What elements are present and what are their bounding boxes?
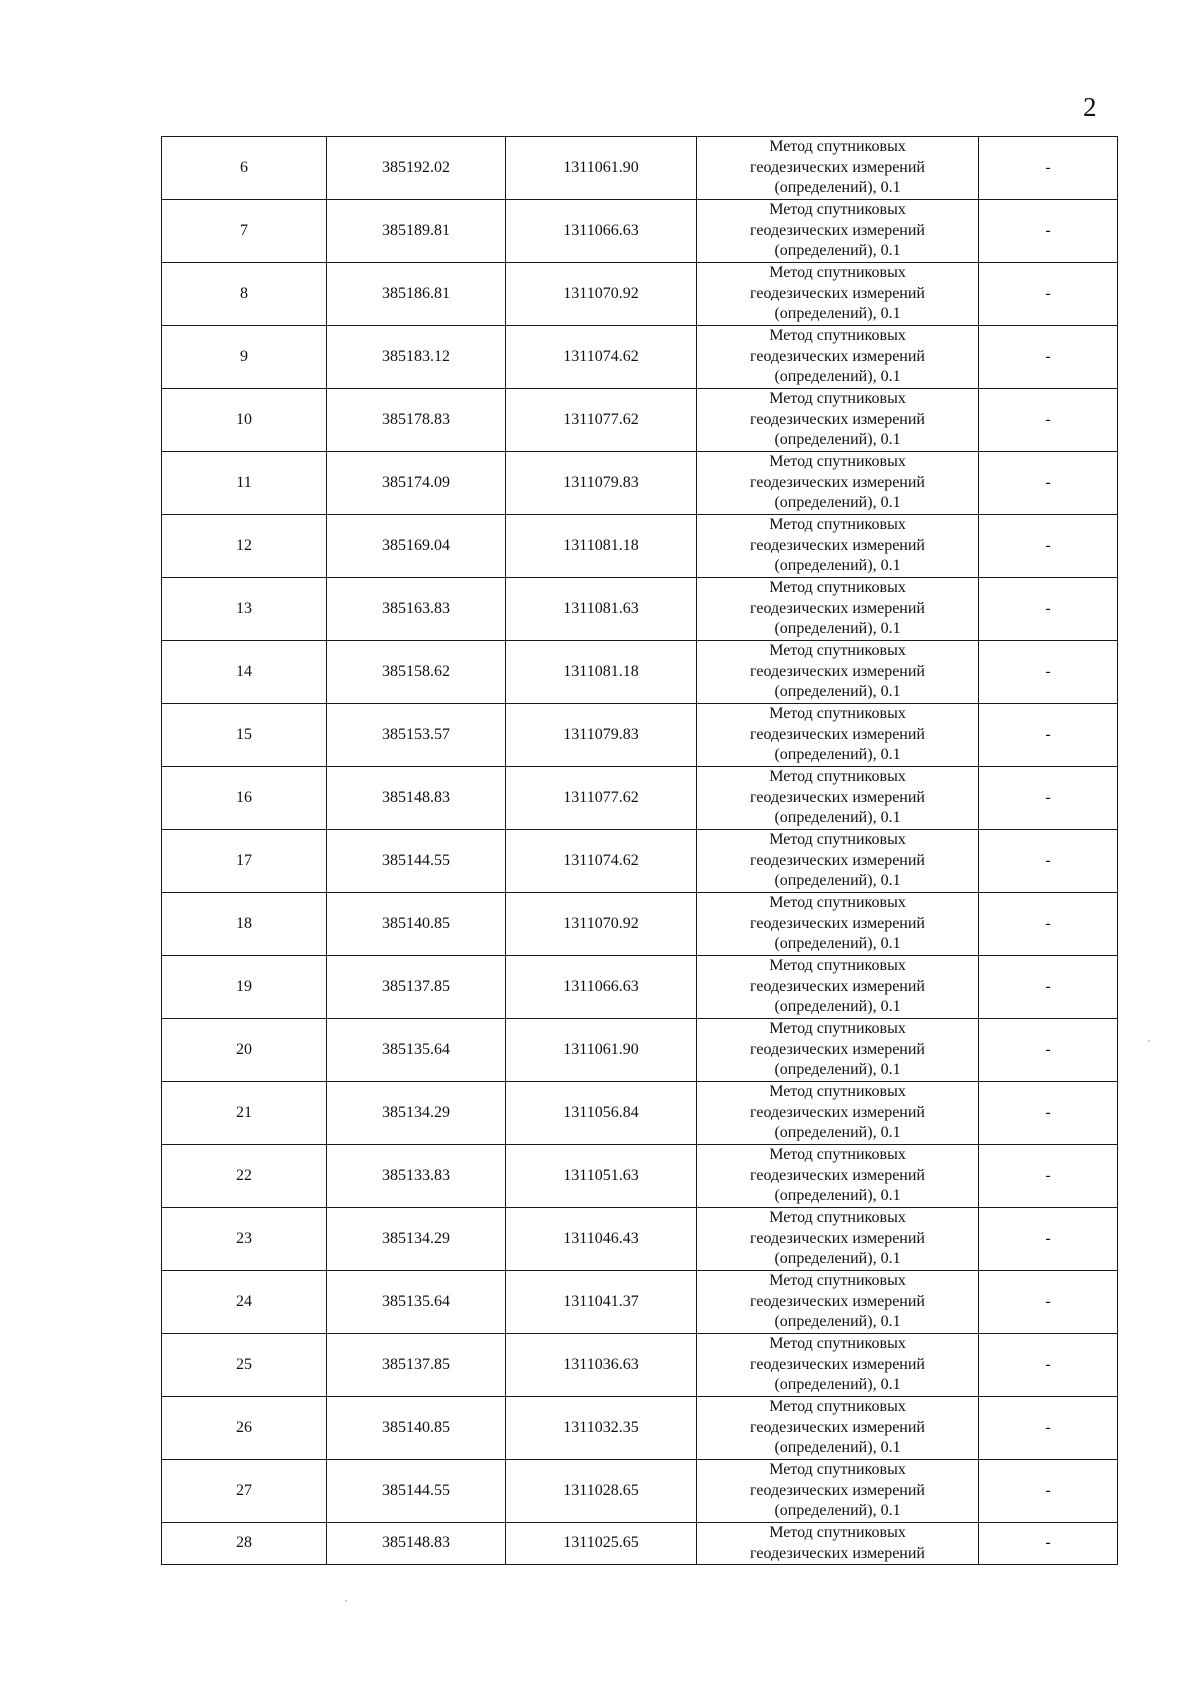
- method-line: геодезических измерений: [750, 1166, 925, 1184]
- method-line: Метод спутниковых: [769, 957, 906, 975]
- table-row: [162, 326, 1118, 389]
- point-number-cell: 13: [162, 578, 327, 641]
- method-line: Метод спутниковых: [769, 894, 906, 912]
- x-coordinate-cell: 385186.81: [327, 263, 506, 326]
- note-cell: -: [979, 137, 1118, 200]
- method-line: (определений), 0.1: [774, 1124, 901, 1142]
- method-cell: [697, 326, 979, 389]
- point-number-cell: 24: [162, 1271, 327, 1334]
- point-number-cell: 16: [162, 767, 327, 830]
- method-line: геодезических измерений: [750, 221, 925, 239]
- point-number-cell: 12: [162, 515, 327, 578]
- point-number-cell: 21: [162, 1082, 327, 1145]
- method-line: геодезических измерений: [750, 1481, 925, 1499]
- table-row: [162, 1145, 1118, 1208]
- method-line: Метод спутниковых: [769, 1461, 906, 1479]
- method-cell: [697, 1271, 979, 1334]
- method-cell: [697, 1208, 979, 1271]
- method-line: геодезических измерений: [750, 914, 925, 932]
- method-line: (определений), 0.1: [774, 1187, 901, 1205]
- x-coordinate-cell: 385133.83: [327, 1145, 506, 1208]
- method-cell: [697, 767, 979, 830]
- y-coordinate-cell: 1311032.35: [506, 1397, 697, 1460]
- y-coordinate-cell: 1311081.18: [506, 641, 697, 704]
- method-cell: [697, 452, 979, 515]
- method-line: Метод спутниковых: [769, 201, 906, 219]
- method-line: геодезических измерений: [750, 1292, 925, 1310]
- method-line: геодезических измерений: [750, 1040, 925, 1058]
- y-coordinate-cell: 1311066.63: [506, 200, 697, 263]
- y-coordinate-cell: 1311079.83: [506, 452, 697, 515]
- method-line: (определений), 0.1: [774, 935, 901, 953]
- table-row: [162, 137, 1118, 200]
- point-number-cell: 26: [162, 1397, 327, 1460]
- x-coordinate-cell: 385158.62: [327, 641, 506, 704]
- method-line: Метод спутниковых: [769, 705, 906, 723]
- note-cell: -: [979, 200, 1118, 263]
- table-row: [162, 200, 1118, 263]
- x-coordinate-cell: 385148.83: [327, 1523, 506, 1565]
- method-cell: [697, 1082, 979, 1145]
- method-line: Метод спутниковых: [769, 516, 906, 534]
- point-number-cell: 25: [162, 1334, 327, 1397]
- method-line: Метод спутниковых: [769, 1083, 906, 1101]
- y-coordinate-cell: 1311074.62: [506, 326, 697, 389]
- x-coordinate-cell: 385144.55: [327, 1460, 506, 1523]
- note-cell: -: [979, 326, 1118, 389]
- x-coordinate-cell: 385137.85: [327, 956, 506, 1019]
- note-cell: -: [979, 1523, 1118, 1565]
- x-coordinate-cell: 385189.81: [327, 200, 506, 263]
- method-line: Метод спутниковых: [769, 831, 906, 849]
- method-line: (определений), 0.1: [774, 305, 901, 323]
- point-number-cell: 22: [162, 1145, 327, 1208]
- method-line: (определений), 0.1: [774, 1439, 901, 1457]
- x-coordinate-cell: 385174.09: [327, 452, 506, 515]
- y-coordinate-cell: 1311077.62: [506, 389, 697, 452]
- method-line: Метод спутниковых: [769, 579, 906, 597]
- x-coordinate-cell: 385192.02: [327, 137, 506, 200]
- scan-speck: [1148, 1040, 1150, 1042]
- note-cell: -: [979, 1082, 1118, 1145]
- method-line: Метод спутниковых: [769, 1335, 906, 1353]
- x-coordinate-cell: 385144.55: [327, 830, 506, 893]
- method-cell: [697, 1019, 979, 1082]
- table-row: [162, 452, 1118, 515]
- point-number-cell: 7: [162, 200, 327, 263]
- x-coordinate-cell: 385140.85: [327, 893, 506, 956]
- x-coordinate-cell: 385183.12: [327, 326, 506, 389]
- table-row: [162, 1208, 1118, 1271]
- method-line: геодезических измерений: [750, 1103, 925, 1121]
- method-cell: [697, 1334, 979, 1397]
- method-cell: [697, 893, 979, 956]
- method-line: (определений), 0.1: [774, 872, 901, 890]
- method-line: геодезических измерений: [750, 410, 925, 428]
- note-cell: -: [979, 893, 1118, 956]
- x-coordinate-cell: 385135.64: [327, 1019, 506, 1082]
- note-cell: -: [979, 1208, 1118, 1271]
- coordinates-table: [161, 136, 1118, 1565]
- y-coordinate-cell: 1311028.65: [506, 1460, 697, 1523]
- point-number-cell: 11: [162, 452, 327, 515]
- coordinates-table-body: [162, 137, 1118, 1565]
- note-cell: -: [979, 830, 1118, 893]
- method-line: Метод спутниковых: [769, 1524, 906, 1541]
- table-row: [162, 1019, 1118, 1082]
- table-row: [162, 1082, 1118, 1145]
- table-row: [162, 1397, 1118, 1460]
- method-line: (определений), 0.1: [774, 1313, 901, 1331]
- table-row: [162, 767, 1118, 830]
- method-line: геодезических измерений: [750, 851, 925, 869]
- x-coordinate-cell: 385178.83: [327, 389, 506, 452]
- method-cell: [697, 641, 979, 704]
- method-line: Метод спутниковых: [769, 453, 906, 471]
- method-line: геодезических измерений: [750, 284, 925, 302]
- note-cell: -: [979, 641, 1118, 704]
- method-cell: [697, 956, 979, 1019]
- method-cell: [697, 137, 979, 200]
- y-coordinate-cell: 1311077.62: [506, 767, 697, 830]
- point-number-cell: 28: [162, 1523, 327, 1565]
- method-line: (определений), 0.1: [774, 179, 901, 197]
- method-cell: [697, 515, 979, 578]
- method-line: (определений), 0.1: [774, 557, 901, 575]
- note-cell: -: [979, 389, 1118, 452]
- note-cell: -: [979, 515, 1118, 578]
- table-row: [162, 830, 1118, 893]
- note-cell: -: [979, 1397, 1118, 1460]
- method-line: геодезических измерений: [750, 158, 925, 176]
- point-number-cell: 8: [162, 263, 327, 326]
- method-cell: [697, 389, 979, 452]
- method-line: Метод спутниковых: [769, 1272, 906, 1290]
- point-number-cell: 10: [162, 389, 327, 452]
- method-line: геодезических измерений: [750, 1418, 925, 1436]
- y-coordinate-cell: 1311061.90: [506, 137, 697, 200]
- method-line: геодезических измерений: [750, 788, 925, 806]
- point-number-cell: 23: [162, 1208, 327, 1271]
- method-line: (определений), 0.1: [774, 431, 901, 449]
- method-line: (определений), 0.1: [774, 368, 901, 386]
- method-cell: [697, 1397, 979, 1460]
- method-line: Метод спутниковых: [769, 642, 906, 660]
- table-row: [162, 956, 1118, 1019]
- method-line: геодезических измерений: [750, 1355, 925, 1373]
- y-coordinate-cell: 1311074.62: [506, 830, 697, 893]
- note-cell: -: [979, 704, 1118, 767]
- table-row: [162, 389, 1118, 452]
- table-row: [162, 578, 1118, 641]
- point-number-cell: 18: [162, 893, 327, 956]
- method-cell: [697, 1460, 979, 1523]
- y-coordinate-cell: 1311081.18: [506, 515, 697, 578]
- method-line: геодезических измерений: [750, 1229, 925, 1247]
- method-line: геодезических измерений: [750, 473, 925, 491]
- table-row: [162, 1334, 1118, 1397]
- note-cell: -: [979, 1460, 1118, 1523]
- y-coordinate-cell: 1311061.90: [506, 1019, 697, 1082]
- method-cell: [697, 830, 979, 893]
- note-cell: -: [979, 452, 1118, 515]
- method-line: (определений), 0.1: [774, 620, 901, 638]
- y-coordinate-cell: 1311079.83: [506, 704, 697, 767]
- point-number-cell: 6: [162, 137, 327, 200]
- table-row: [162, 515, 1118, 578]
- y-coordinate-cell: 1311046.43: [506, 1208, 697, 1271]
- method-line: (определений), 0.1: [774, 746, 901, 764]
- x-coordinate-cell: 385137.85: [327, 1334, 506, 1397]
- page-number: 2: [1083, 92, 1097, 122]
- method-line: геодезических измерений: [750, 536, 925, 554]
- method-line: Метод спутниковых: [769, 390, 906, 408]
- scan-speck: [345, 1600, 347, 1602]
- method-line: (определений), 0.1: [774, 683, 901, 701]
- table-row: [162, 1271, 1118, 1334]
- y-coordinate-cell: 1311041.37: [506, 1271, 697, 1334]
- method-line: (определений), 0.1: [774, 494, 901, 512]
- y-coordinate-cell: 1311070.92: [506, 893, 697, 956]
- y-coordinate-cell: 1311066.63: [506, 956, 697, 1019]
- x-coordinate-cell: 385134.29: [327, 1082, 506, 1145]
- y-coordinate-cell: 1311056.84: [506, 1082, 697, 1145]
- method-line: геодезических измерений: [750, 662, 925, 680]
- method-line: геодезических измерений: [750, 599, 925, 617]
- method-line: геодезических измерений: [750, 725, 925, 743]
- method-line: Метод спутниковых: [769, 768, 906, 786]
- table-row: [162, 263, 1118, 326]
- note-cell: -: [979, 1271, 1118, 1334]
- method-line: (определений), 0.1: [774, 998, 901, 1016]
- method-line: (определений), 0.1: [774, 1376, 901, 1394]
- method-line: Метод спутниковых: [769, 1398, 906, 1416]
- x-coordinate-cell: 385169.04: [327, 515, 506, 578]
- method-line: Метод спутниковых: [769, 1146, 906, 1164]
- x-coordinate-cell: 385134.29: [327, 1208, 506, 1271]
- table-row: [162, 704, 1118, 767]
- y-coordinate-cell: 1311051.63: [506, 1145, 697, 1208]
- y-coordinate-cell: 1311081.63: [506, 578, 697, 641]
- table-row: [162, 641, 1118, 704]
- x-coordinate-cell: 385135.64: [327, 1271, 506, 1334]
- y-coordinate-cell: 1311025.65: [506, 1523, 697, 1565]
- note-cell: -: [979, 263, 1118, 326]
- y-coordinate-cell: 1311036.63: [506, 1334, 697, 1397]
- method-line: (определений), 0.1: [774, 242, 901, 260]
- table-row: [162, 893, 1118, 956]
- method-cell: [697, 1145, 979, 1208]
- method-cell: [697, 200, 979, 263]
- point-number-cell: 9: [162, 326, 327, 389]
- table-row: [162, 1523, 1118, 1565]
- method-line: (определений), 0.1: [774, 1502, 901, 1520]
- method-line: Метод спутниковых: [769, 1209, 906, 1227]
- point-number-cell: 17: [162, 830, 327, 893]
- method-line: геодезических измерений: [750, 977, 925, 995]
- x-coordinate-cell: 385140.85: [327, 1397, 506, 1460]
- method-line: Метод спутниковых: [769, 1020, 906, 1038]
- y-coordinate-cell: 1311070.92: [506, 263, 697, 326]
- note-cell: -: [979, 578, 1118, 641]
- method-line: Метод спутниковых: [769, 264, 906, 282]
- method-cell: [697, 704, 979, 767]
- point-number-cell: 15: [162, 704, 327, 767]
- method-line: геодезических измерений: [750, 347, 925, 365]
- table-row: [162, 1460, 1118, 1523]
- point-number-cell: 20: [162, 1019, 327, 1082]
- note-cell: -: [979, 1019, 1118, 1082]
- method-cell: [697, 1523, 979, 1565]
- method-line: геодезических измерений: [750, 1544, 925, 1562]
- note-cell: -: [979, 1334, 1118, 1397]
- method-line: (определений), 0.1: [774, 809, 901, 827]
- method-cell: [697, 263, 979, 326]
- method-line: Метод спутниковых: [769, 138, 906, 156]
- method-line: (определений), 0.1: [774, 1250, 901, 1268]
- note-cell: -: [979, 956, 1118, 1019]
- method-cell: [697, 578, 979, 641]
- note-cell: -: [979, 767, 1118, 830]
- x-coordinate-cell: 385153.57: [327, 704, 506, 767]
- method-line: (определений), 0.1: [774, 1061, 901, 1079]
- x-coordinate-cell: 385148.83: [327, 767, 506, 830]
- point-number-cell: 27: [162, 1460, 327, 1523]
- x-coordinate-cell: 385163.83: [327, 578, 506, 641]
- note-cell: -: [979, 1145, 1118, 1208]
- method-line: Метод спутниковых: [769, 327, 906, 345]
- point-number-cell: 19: [162, 956, 327, 1019]
- point-number-cell: 14: [162, 641, 327, 704]
